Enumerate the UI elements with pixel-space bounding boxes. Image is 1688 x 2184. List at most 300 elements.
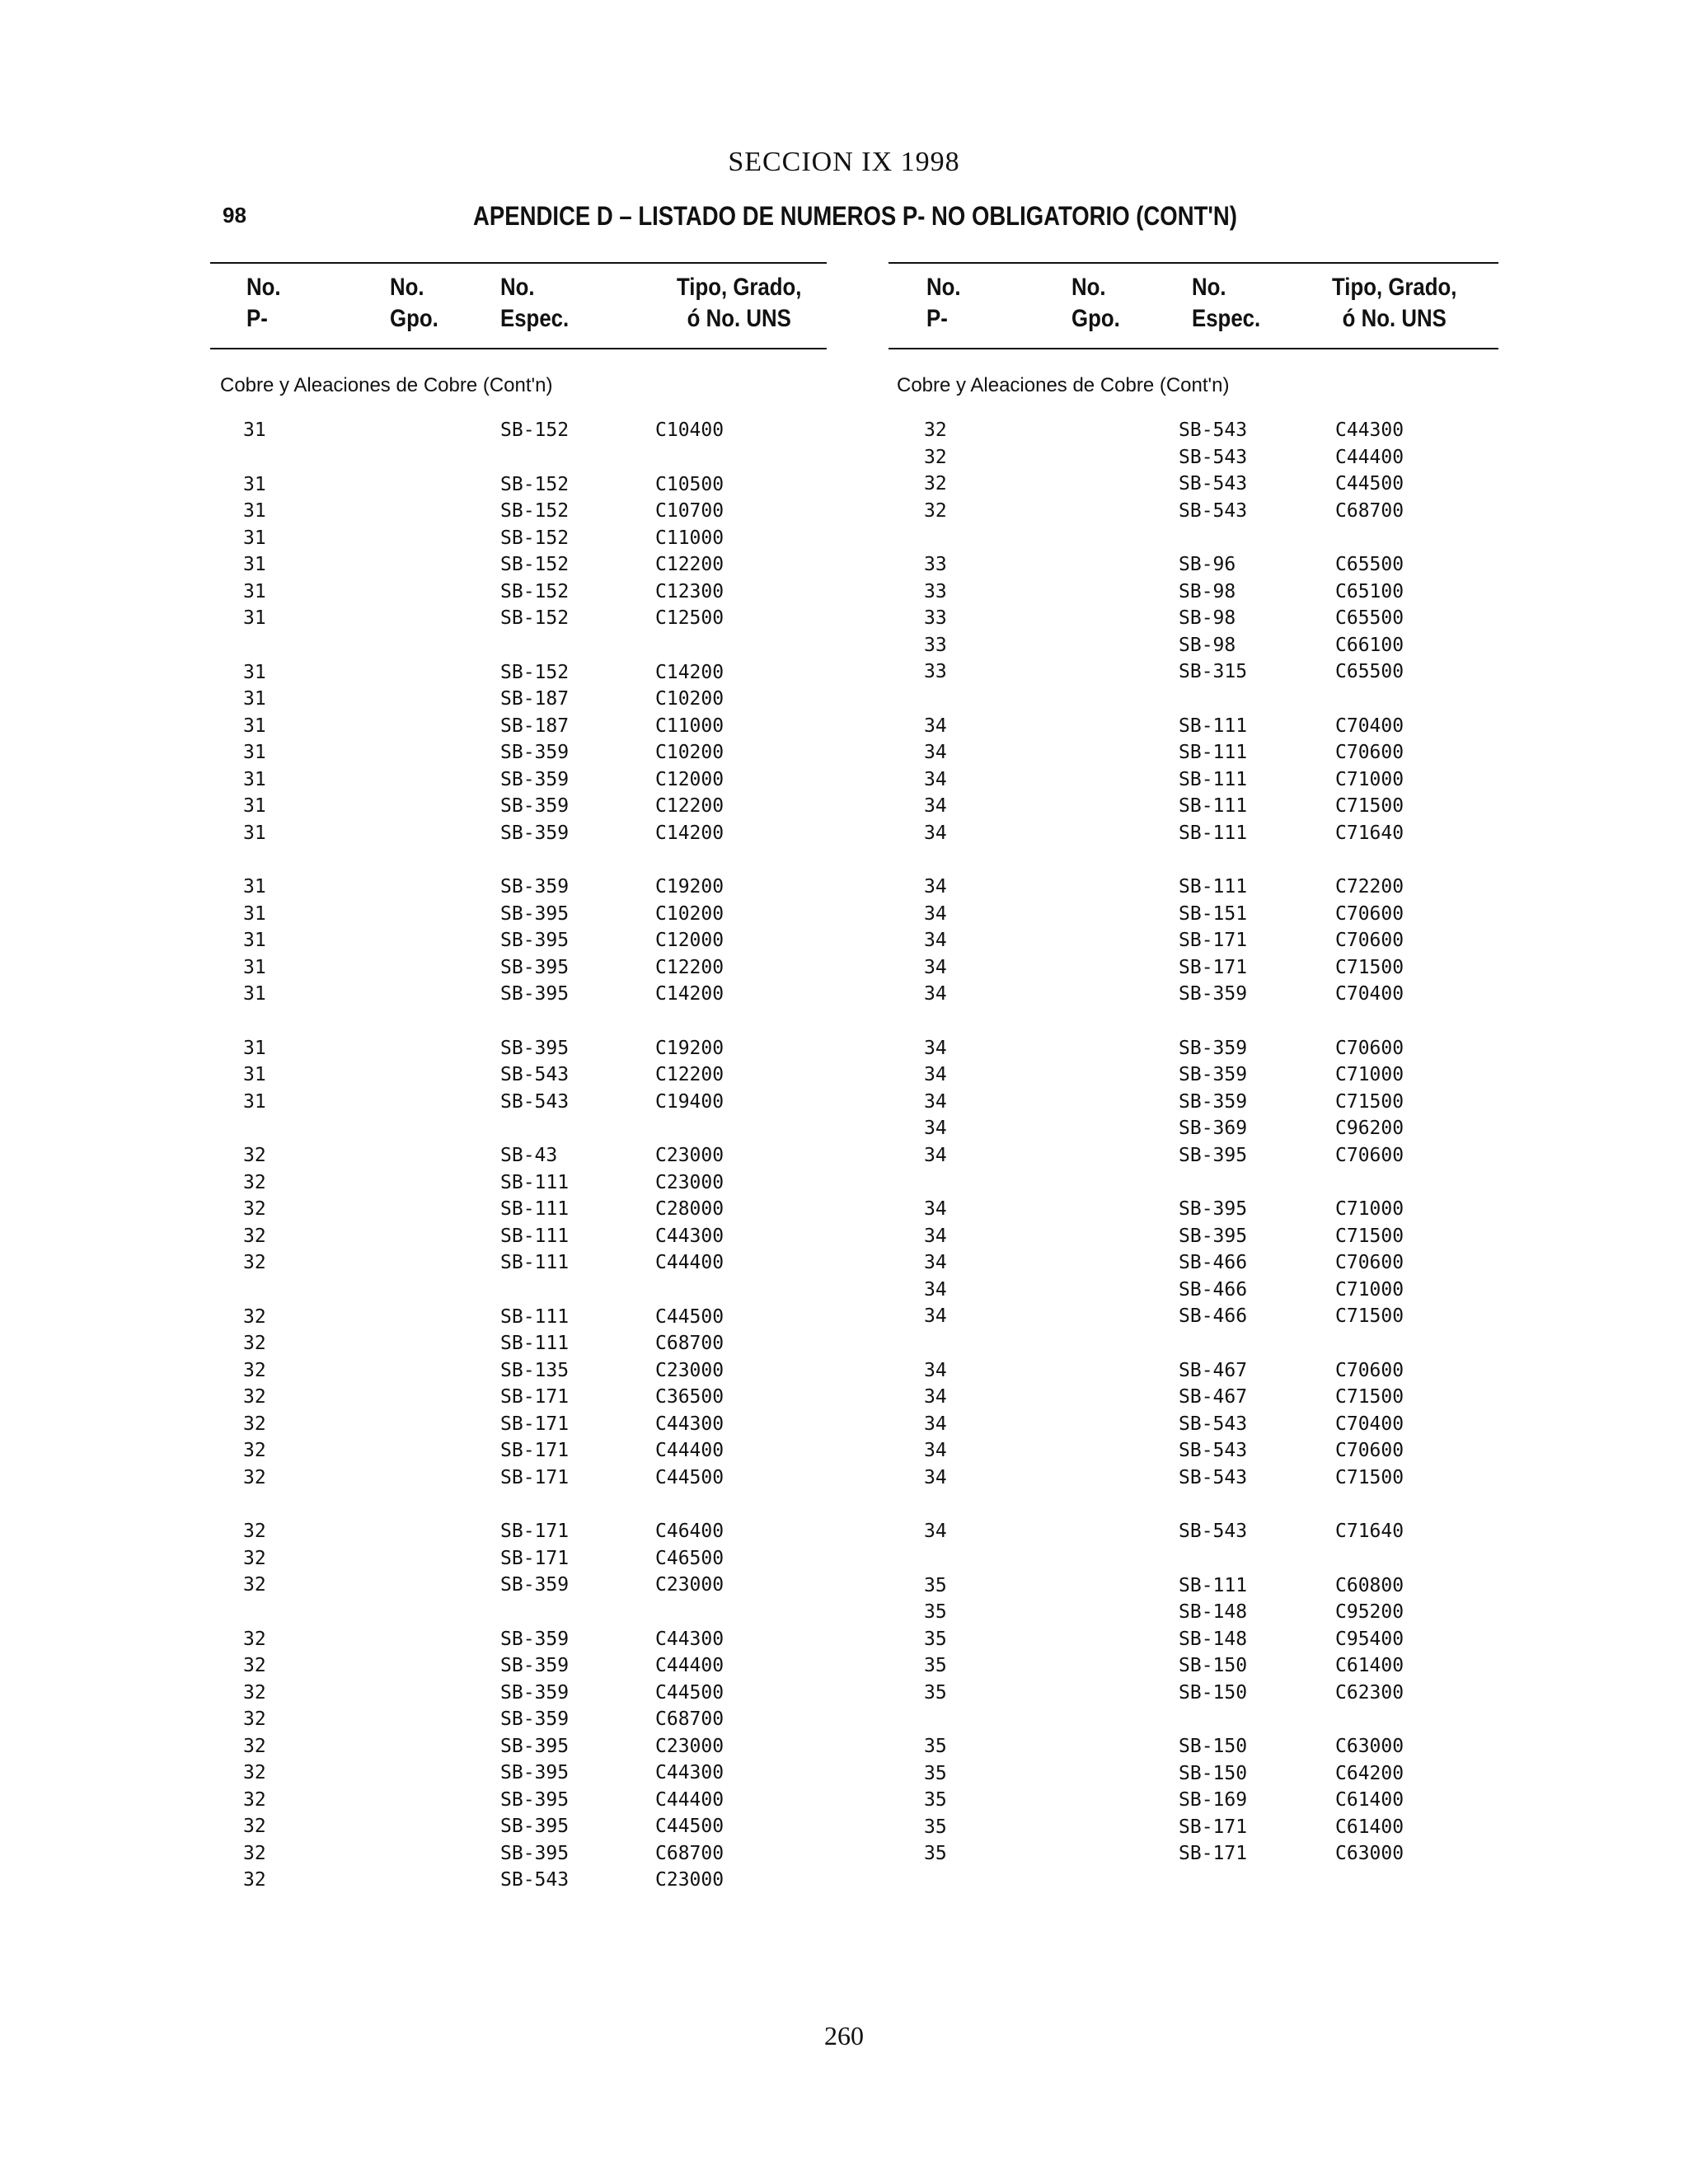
spec-number-cell: SB-111 (1179, 876, 1248, 898)
table-row (889, 1277, 1498, 1304)
spec-number-cell: SB-152 (500, 580, 570, 602)
p-number-cell: 34 (924, 1359, 947, 1381)
uns-number-cell: C12200 (655, 956, 724, 978)
uns-number-cell: C61400 (1335, 1816, 1404, 1838)
uns-number-cell: C71000 (1335, 768, 1404, 790)
uns-number-cell: C66100 (1335, 634, 1404, 656)
table-row (210, 1840, 827, 1868)
spec-number-cell: SB-98 (1179, 580, 1236, 602)
uns-number-cell: C65500 (1335, 661, 1404, 682)
table-row (210, 1760, 827, 1787)
spec-number-cell: SB-171 (500, 1521, 570, 1542)
uns-number-cell: C12300 (655, 580, 724, 602)
p-number-cell: 31 (243, 1064, 266, 1085)
uns-number-cell: C23000 (655, 1735, 724, 1757)
uns-number-cell: C70400 (1335, 1413, 1404, 1435)
p-number-cell: 31 (243, 930, 266, 951)
spec-number-cell: SB-96 (1179, 554, 1236, 575)
uns-number-cell: C63000 (1335, 1843, 1404, 1864)
uns-number-cell: C44300 (655, 1628, 724, 1650)
spec-number-cell: SB-369 (1179, 1118, 1248, 1139)
spec-number-cell: SB-395 (500, 1762, 570, 1783)
p-number-cell: 31 (243, 983, 266, 1005)
spec-number-cell: SB-169 (1179, 1789, 1248, 1811)
row-spacer (210, 1491, 827, 1518)
p-number-cell: 32 (243, 1466, 266, 1488)
table-row (889, 1249, 1498, 1277)
table-row (889, 713, 1498, 740)
uns-number-cell: C71500 (1335, 1225, 1404, 1247)
p-number-cell: 32 (243, 1413, 266, 1435)
spec-number-cell: SB-111 (1179, 715, 1248, 737)
p-number-cell: 34 (924, 1440, 947, 1461)
spec-number-cell: SB-395 (500, 956, 570, 978)
left-column (210, 262, 827, 1894)
p-number-cell: 31 (243, 554, 266, 575)
p-number-cell: 32 (243, 1333, 266, 1354)
table-row (889, 1062, 1498, 1089)
uns-number-cell: C12000 (655, 768, 724, 790)
uns-number-cell: C44400 (655, 1655, 724, 1676)
uns-number-cell: C19400 (655, 1090, 724, 1113)
spec-number-cell: SB-359 (500, 1628, 570, 1650)
table-row (210, 1062, 827, 1089)
spec-number-cell: SB-395 (500, 983, 570, 1005)
spec-number-cell: SB-359 (500, 876, 570, 898)
spec-number-cell: SB-98 (1179, 607, 1236, 629)
row-spacer (210, 632, 827, 659)
spec-number-cell: SB-395 (1179, 1225, 1248, 1247)
uns-number-cell: C62300 (1335, 1681, 1404, 1704)
p-number-cell: 34 (924, 1144, 947, 1166)
table-body (210, 417, 827, 1894)
p-number-cell: 32 (243, 1305, 266, 1328)
table-row (210, 471, 827, 499)
p-number-cell: 31 (243, 715, 266, 737)
table-row (210, 1626, 827, 1653)
uns-number-cell: C12000 (655, 930, 724, 951)
uns-number-cell: C71000 (1335, 1064, 1404, 1085)
table-row (889, 1680, 1498, 1707)
table-row (210, 766, 827, 794)
p-number-cell: 35 (924, 1601, 947, 1623)
row-spacer (210, 1008, 827, 1035)
table-row (210, 1089, 827, 1116)
table-row (889, 1599, 1498, 1626)
uns-number-cell: C70600 (1335, 1359, 1404, 1381)
spec-number-cell: SB-543 (1179, 446, 1248, 468)
table-row (210, 1169, 827, 1197)
appendix-title: APENDICE D – LISTADO DE NUMEROS P- NO OBLIGATORIO (CONT'N) (473, 201, 1237, 231)
uns-number-cell: C71000 (1335, 1198, 1404, 1220)
spec-number-cell: SB-111 (1179, 1574, 1248, 1596)
p-number-cell: 34 (924, 1278, 947, 1301)
uns-number-cell: C12500 (655, 607, 724, 629)
row-spacer (210, 1599, 827, 1626)
uns-number-cell: C14200 (655, 661, 724, 683)
uns-number-cell: C10400 (655, 419, 724, 441)
spec-number-cell: SB-359 (1179, 1090, 1248, 1113)
table-row (210, 1384, 827, 1411)
spec-number-cell: SB-395 (1179, 1144, 1248, 1166)
spec-number-cell: SB-466 (1179, 1305, 1248, 1327)
table-row (889, 766, 1498, 794)
p-number-cell: 34 (924, 715, 947, 737)
uns-number-cell: C14200 (655, 983, 724, 1005)
uns-number-cell: C44300 (1335, 419, 1404, 441)
p-number-cell: 31 (243, 580, 266, 602)
spec-number-cell: SB-187 (500, 715, 570, 737)
p-number-cell: 31 (243, 902, 266, 925)
table-row (210, 713, 827, 740)
uns-number-cell: C44400 (1335, 446, 1404, 468)
spec-number-cell: SB-359 (500, 742, 570, 763)
p-number-cell: 35 (924, 1628, 947, 1650)
table-row (889, 1196, 1498, 1223)
header-no-espec: No. Espec. (1192, 274, 1261, 332)
spec-number-cell: SB-359 (500, 1708, 570, 1730)
table-row (210, 1545, 827, 1572)
column-header (889, 262, 1498, 349)
subheading: Cobre y Aleaciones de Cobre (Cont'n) (220, 374, 553, 396)
spec-number-cell: SB-171 (500, 1547, 570, 1569)
uns-number-cell: C44300 (655, 1413, 724, 1435)
p-number-cell: 34 (924, 983, 947, 1005)
spec-number-cell: SB-543 (1179, 419, 1248, 441)
spec-number-cell: SB-171 (500, 1466, 570, 1488)
spec-number-cell: SB-171 (500, 1413, 570, 1435)
p-number-cell: 31 (243, 527, 266, 549)
spec-number-cell: SB-359 (500, 1655, 570, 1676)
p-number-cell: 34 (924, 1466, 947, 1488)
p-number-cell: 32 (243, 1788, 266, 1811)
header-no-gpo: No. Gpo. (1071, 274, 1120, 332)
header-no-p: No. P- (246, 274, 281, 332)
row-spacer (889, 1706, 1498, 1733)
uns-number-cell: C68700 (1335, 499, 1404, 522)
uns-number-cell: C28000 (655, 1198, 724, 1220)
table-row (889, 927, 1498, 954)
table-row (210, 1196, 827, 1223)
spec-number-cell: SB-395 (500, 1735, 570, 1757)
spec-number-cell: SB-43 (500, 1145, 558, 1166)
row-spacer (210, 846, 827, 874)
table-row (210, 525, 827, 552)
spec-number-cell: SB-395 (500, 1788, 570, 1811)
p-number-cell: 31 (243, 822, 266, 844)
p-number-cell: 31 (243, 768, 266, 790)
table-row (889, 1142, 1498, 1169)
uns-number-cell: C44400 (655, 1440, 724, 1461)
table-row (210, 1357, 827, 1385)
table-row (210, 1223, 827, 1250)
p-number-cell: 32 (243, 1574, 266, 1596)
p-number-cell: 32 (243, 1225, 266, 1247)
p-number-cell: 34 (924, 930, 947, 951)
spec-number-cell: SB-152 (500, 419, 570, 441)
spec-number-cell: SB-543 (1179, 499, 1248, 522)
uns-number-cell: C10500 (655, 473, 724, 495)
table-row (889, 739, 1498, 766)
uns-number-cell: C65500 (1335, 607, 1404, 629)
p-number-cell: 32 (243, 1198, 266, 1220)
row-spacer (210, 444, 827, 471)
spec-number-cell: SB-150 (1179, 1762, 1248, 1784)
table-row (210, 1304, 827, 1331)
p-number-cell: 35 (924, 1843, 947, 1864)
header-tipo-grado: Tipo, Grado, ó No. UNS (1332, 274, 1457, 332)
p-number-cell: 32 (243, 1386, 266, 1408)
uns-number-cell: C70600 (1335, 1252, 1404, 1273)
uns-number-cell: C23000 (655, 1869, 724, 1891)
table-row (889, 632, 1498, 659)
spec-number-cell: SB-171 (1179, 956, 1248, 978)
spec-number-cell: SB-466 (1179, 1278, 1248, 1301)
table-row (889, 1733, 1498, 1760)
table-row (889, 1357, 1498, 1385)
p-number-cell: 31 (243, 742, 266, 763)
uns-number-cell: C44400 (655, 1788, 724, 1811)
spec-number-cell: SB-111 (500, 1305, 570, 1328)
p-number-cell: 34 (924, 1198, 947, 1220)
table-row (889, 1518, 1498, 1545)
table-row (210, 954, 827, 982)
header-no-espec: No. Espec. (500, 274, 570, 332)
uns-number-cell: C70600 (1335, 930, 1404, 951)
table-row (210, 981, 827, 1008)
spec-number-cell: SB-148 (1179, 1628, 1248, 1650)
table-row (889, 1115, 1498, 1142)
spec-number-cell: SB-150 (1179, 1655, 1248, 1676)
p-number-cell: 31 (243, 661, 266, 683)
p-number-cell: 34 (924, 956, 947, 978)
table-row (889, 444, 1498, 471)
p-number-cell: 32 (243, 1252, 266, 1273)
p-number-cell: 34 (924, 1064, 947, 1085)
header-tipo-grado: Tipo, Grado, ó No. UNS (677, 274, 802, 332)
page-number: 260 (824, 2021, 864, 2050)
spec-number-cell: SB-152 (500, 554, 570, 575)
spec-number-cell: SB-152 (500, 661, 570, 683)
spec-number-cell: SB-187 (500, 688, 570, 710)
p-number-cell: 33 (924, 580, 947, 602)
uns-number-cell: C95400 (1335, 1628, 1404, 1650)
spec-number-cell: SB-111 (500, 1198, 570, 1220)
spec-number-cell: SB-467 (1179, 1386, 1248, 1408)
table-row (889, 1384, 1498, 1411)
table-row (210, 1813, 827, 1840)
p-number-cell: 35 (924, 1574, 947, 1596)
uns-number-cell: C46400 (655, 1521, 724, 1542)
spec-number-cell: SB-543 (500, 1064, 570, 1085)
p-number-cell: 34 (924, 1090, 947, 1113)
uns-number-cell: C19200 (655, 876, 724, 898)
row-spacer (889, 1169, 1498, 1196)
table-row (889, 793, 1498, 820)
uns-number-cell: C65500 (1335, 554, 1404, 575)
table-row (889, 1840, 1498, 1868)
spec-number-cell: SB-171 (1179, 1843, 1248, 1864)
uns-number-cell: C65100 (1335, 580, 1404, 602)
spec-number-cell: SB-111 (1179, 742, 1248, 763)
uns-number-cell: C70400 (1335, 983, 1404, 1005)
spec-number-cell: SB-111 (1179, 768, 1248, 790)
uns-number-cell: C70400 (1335, 715, 1404, 737)
p-number-cell: 32 (243, 1735, 266, 1757)
column-header (210, 262, 827, 349)
table-row (210, 1330, 827, 1357)
table-row (210, 1680, 827, 1707)
table-row (889, 981, 1498, 1008)
table-row (210, 1249, 827, 1277)
p-number-cell: 35 (924, 1736, 947, 1757)
p-number-cell: 31 (243, 795, 266, 817)
table-row (889, 874, 1498, 901)
spec-number-cell: SB-395 (500, 930, 570, 951)
p-number-cell: 34 (924, 1305, 947, 1327)
table-row (210, 1142, 827, 1169)
table-row (210, 498, 827, 525)
p-number-cell: 35 (924, 1816, 947, 1838)
p-number-cell: 34 (924, 1037, 947, 1059)
table-row (210, 1652, 827, 1680)
p-number-cell: 32 (243, 1171, 266, 1193)
uns-number-cell: C96200 (1335, 1118, 1404, 1139)
p-number-cell: 35 (924, 1681, 947, 1704)
uns-number-cell: C11000 (655, 715, 724, 737)
table-row (889, 1035, 1498, 1062)
p-number-cell: 32 (243, 1655, 266, 1676)
table-row (210, 1867, 827, 1894)
p-number-cell: 32 (243, 1869, 266, 1891)
spec-number-cell: SB-395 (500, 1037, 570, 1059)
spec-number-cell: SB-359 (1179, 1037, 1248, 1059)
spec-number-cell: SB-359 (500, 795, 570, 817)
p-number-cell: 33 (924, 634, 947, 656)
p-number-cell: 31 (243, 688, 266, 710)
p-number-cell: 31 (243, 1090, 266, 1113)
section-title: SECCION IX 1998 (728, 147, 960, 177)
spec-number-cell: SB-543 (1179, 473, 1248, 494)
table-row (210, 739, 827, 766)
uns-number-cell: C10700 (655, 500, 724, 522)
spec-number-cell: SB-152 (500, 527, 570, 549)
uns-number-cell: C44300 (655, 1225, 724, 1247)
p-number-cell: 33 (924, 554, 947, 575)
p-number-cell: 34 (924, 1252, 947, 1273)
spec-number-cell: SB-151 (1179, 902, 1248, 925)
uns-number-cell: C44400 (655, 1252, 724, 1273)
p-number-cell: 34 (924, 1386, 947, 1408)
table-row (210, 1787, 827, 1814)
uns-number-cell: C44500 (655, 1466, 724, 1488)
p-number-cell: 32 (243, 1440, 266, 1461)
uns-number-cell: C23000 (655, 1171, 724, 1193)
subheading: Cobre y Aleaciones de Cobre (Cont'n) (897, 374, 1230, 396)
table-row (210, 793, 827, 820)
uns-number-cell: C70600 (1335, 1144, 1404, 1166)
table-row (210, 1733, 827, 1760)
table-row (210, 1411, 827, 1438)
table-row (210, 551, 827, 579)
row-spacer (889, 1545, 1498, 1572)
p-number-cell: 31 (243, 473, 266, 495)
row-spacer (889, 846, 1498, 874)
spec-number-cell: SB-359 (500, 768, 570, 790)
table-row (210, 1465, 827, 1492)
p-number-cell: 31 (243, 1037, 266, 1059)
table-row (889, 417, 1498, 444)
spec-number-cell: SB-395 (500, 1816, 570, 1837)
p-number-cell: 32 (243, 1816, 266, 1837)
uns-number-cell: C12200 (655, 1064, 724, 1085)
table-row (889, 954, 1498, 982)
spec-number-cell: SB-111 (500, 1252, 570, 1273)
p-number-cell: 32 (243, 1681, 266, 1704)
table-row (889, 901, 1498, 928)
p-number-cell: 34 (924, 876, 947, 898)
spec-number-cell: SB-543 (500, 1869, 570, 1891)
uns-number-cell: C63000 (1335, 1736, 1404, 1757)
table-row (210, 659, 827, 687)
uns-number-cell: C60800 (1335, 1574, 1404, 1596)
spec-number-cell: SB-135 (500, 1359, 570, 1381)
spec-number-cell: SB-395 (500, 1842, 570, 1864)
p-number-cell: 35 (924, 1762, 947, 1784)
uns-number-cell: C71640 (1335, 822, 1404, 844)
uns-number-cell: C44500 (655, 1681, 724, 1704)
uns-number-cell: C23000 (655, 1574, 724, 1596)
spec-number-cell: SB-150 (1179, 1736, 1248, 1757)
spec-number-cell: SB-148 (1179, 1601, 1248, 1623)
spec-number-cell: SB-359 (1179, 1064, 1248, 1085)
uns-number-cell: C71500 (1335, 1090, 1404, 1113)
uns-number-cell: C12200 (655, 795, 724, 817)
uns-number-cell: C10200 (655, 688, 724, 710)
spec-number-cell: SB-543 (1179, 1466, 1248, 1488)
uns-number-cell: C70600 (1335, 1037, 1404, 1059)
spec-number-cell: SB-152 (500, 500, 570, 522)
table-row (889, 471, 1498, 498)
p-number-cell: 32 (243, 1762, 266, 1783)
p-number-cell: 33 (924, 607, 947, 629)
p-number-cell: 34 (924, 795, 947, 817)
spec-number-cell: SB-111 (500, 1171, 570, 1193)
p-number-cell: 32 (243, 1708, 266, 1730)
p-number-cell: 32 (243, 1842, 266, 1864)
p-number-cell: 32 (924, 499, 947, 522)
spec-number-cell: SB-171 (500, 1386, 570, 1408)
table-row (889, 1760, 1498, 1788)
p-number-cell: 34 (924, 1118, 947, 1139)
table-row (210, 820, 827, 847)
uns-number-cell: C70600 (1335, 742, 1404, 763)
p-number-cell: 34 (924, 1413, 947, 1435)
spec-number-cell: SB-543 (500, 1090, 570, 1113)
table-row (889, 579, 1498, 606)
table-row (210, 901, 827, 928)
p-number-cell: 34 (924, 768, 947, 790)
spec-number-cell: SB-152 (500, 473, 570, 495)
table-row (210, 1706, 827, 1733)
row-spacer (889, 686, 1498, 713)
uns-number-cell: C46500 (655, 1547, 724, 1569)
uns-number-cell: C71500 (1335, 795, 1404, 817)
spec-number-cell: SB-152 (500, 607, 570, 629)
spec-number-cell: SB-111 (1179, 795, 1248, 817)
table-row (210, 874, 827, 901)
uns-number-cell: C68700 (655, 1333, 724, 1354)
